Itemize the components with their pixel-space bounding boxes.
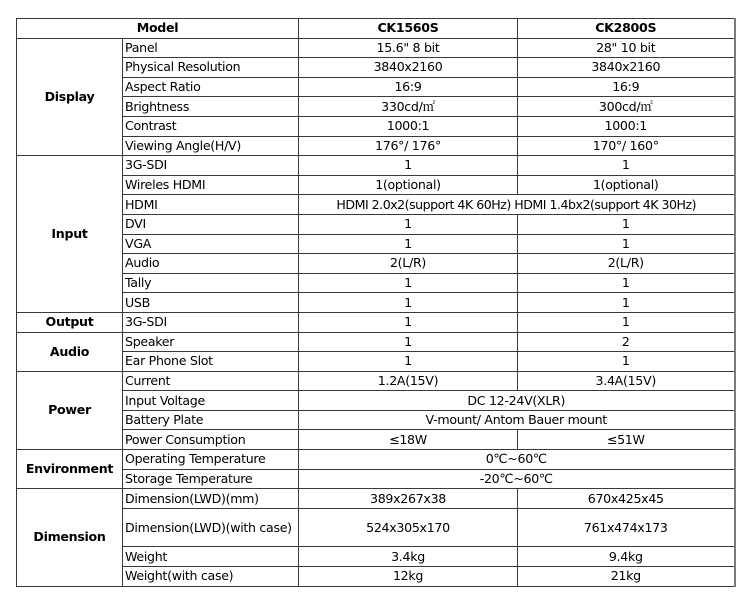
- spec-value: 330cd/㎡: [299, 97, 518, 117]
- spec-item: Dimension(LWD)(with case): [123, 508, 299, 547]
- category-dimension: Dimension: [17, 489, 123, 586]
- table-row: [17, 273, 735, 293]
- table-row: [17, 234, 735, 254]
- spec-value: 1: [518, 273, 735, 293]
- spec-value: 21kg: [518, 567, 735, 587]
- spec-value: 1: [518, 312, 735, 332]
- table-row: [17, 38, 735, 58]
- spec-value: 389x267x38: [299, 489, 518, 509]
- spec-value: 2(L/R): [518, 254, 735, 274]
- spec-item: Viewing Angle(H/V): [123, 136, 299, 156]
- spec-value: 170°/ 160°: [518, 136, 735, 156]
- spec-value: 1: [299, 273, 518, 293]
- spec-value: DC 12-24V(XLR): [299, 391, 735, 411]
- category-input: Input: [17, 156, 123, 313]
- table-row: [17, 97, 735, 117]
- spec-item: Power Consumption: [123, 430, 299, 450]
- table-row: [17, 567, 735, 587]
- table-row: [17, 214, 735, 234]
- spec-item: DVI: [123, 214, 299, 234]
- spec-value: 1: [518, 352, 735, 372]
- spec-value: 2(L/R): [299, 254, 518, 274]
- category-audio: Audio: [17, 332, 123, 371]
- spec-value: 1: [299, 214, 518, 234]
- table-row: [17, 469, 735, 489]
- spec-item: Audio: [123, 254, 299, 274]
- table-row: [17, 293, 735, 313]
- spec-item: 3G-SDI: [123, 312, 299, 332]
- table-row: [17, 77, 735, 97]
- table-row: [17, 410, 735, 430]
- spec-value: 1000:1: [518, 116, 735, 136]
- spec-value: V-mount/ Antom Bauer mount: [299, 410, 735, 430]
- table-row: [17, 371, 735, 391]
- spec-value: 300cd/㎡: [518, 97, 735, 117]
- spec-value: 1: [518, 156, 735, 176]
- category-output: Output: [17, 312, 123, 332]
- spec-value: 15.6" 8 bit: [299, 38, 518, 58]
- spec-value: 1: [518, 214, 735, 234]
- spec-item: Ear Phone Slot: [123, 352, 299, 372]
- spec-value: 524x305x170: [299, 508, 518, 547]
- spec-value: 1(optional): [299, 175, 518, 195]
- spec-item: Contrast: [123, 116, 299, 136]
- spec-item: Aspect Ratio: [123, 77, 299, 97]
- spec-item: Panel: [123, 38, 299, 58]
- spec-item: Physical Resolution: [123, 58, 299, 78]
- spec-item: VGA: [123, 234, 299, 254]
- spec-value: 1: [299, 156, 518, 176]
- spec-value-hdmi: [299, 195, 735, 215]
- table-row: [17, 547, 735, 567]
- spec-value: 176°/ 176°: [299, 136, 518, 156]
- spec-value: 1: [299, 234, 518, 254]
- spec-item: Tally: [123, 273, 299, 293]
- model-name: CK2800S: [518, 19, 735, 39]
- table-row: [17, 352, 735, 372]
- spec-item: Weight(with case): [123, 567, 299, 587]
- spec-value: 670x425x45: [518, 489, 735, 509]
- spec-item: Battery Plate: [123, 410, 299, 430]
- spec-value: 1: [299, 332, 518, 352]
- spec-table: [16, 18, 736, 587]
- table-row: [17, 450, 735, 470]
- spec-value: ≤51W: [518, 430, 735, 450]
- spec-value: 9.4kg: [518, 547, 735, 567]
- spec-value: 12kg: [299, 567, 518, 587]
- spec-item: Weight: [123, 547, 299, 567]
- spec-value: HDMI 1.4bx2(support 4K 30Hz): [514, 196, 697, 212]
- table-row: [17, 430, 735, 450]
- spec-item: 3G-SDI: [123, 156, 299, 176]
- category-display: Display: [17, 38, 123, 156]
- spec-value: 1000:1: [299, 116, 518, 136]
- spec-value: 3.4kg: [299, 547, 518, 567]
- table-row: [17, 312, 735, 332]
- spec-value: 1(optional): [518, 175, 735, 195]
- table-row: [17, 332, 735, 352]
- table-row: [17, 175, 735, 195]
- spec-value: 3840x2160: [518, 58, 735, 78]
- spec-value: HDMI 2.0x2(support 4K 60Hz): [336, 196, 511, 212]
- category-environment: Environment: [17, 450, 123, 489]
- spec-value: 1: [299, 312, 518, 332]
- table-row: [17, 116, 735, 136]
- spec-value: 16:9: [299, 77, 518, 97]
- header-row: [17, 19, 735, 39]
- table-row: [17, 508, 735, 547]
- spec-value: 28" 10 bit: [518, 38, 735, 58]
- spec-value: ≤18W: [299, 430, 518, 450]
- spec-value: 16:9: [518, 77, 735, 97]
- spec-item: Operating Temperature: [123, 450, 299, 470]
- spec-item: Dimension(LWD)(mm): [123, 489, 299, 509]
- model-header: Model: [17, 19, 299, 39]
- spec-item: Brightness: [123, 97, 299, 117]
- spec-item: Wireles HDMI: [123, 175, 299, 195]
- table-row: [17, 195, 735, 215]
- spec-value: 2: [518, 332, 735, 352]
- spec-item: Current: [123, 371, 299, 391]
- model-name: CK1560S: [299, 19, 518, 39]
- spec-value: 3840x2160: [299, 58, 518, 78]
- spec-value: 1.2A(15V): [299, 371, 518, 391]
- spec-value: 761x474x173: [518, 508, 735, 547]
- table-row: [17, 254, 735, 274]
- spec-value: 1: [518, 234, 735, 254]
- spec-item: Speaker: [123, 332, 299, 352]
- table-row: [17, 58, 735, 78]
- table-row: [17, 391, 735, 411]
- spec-item: USB: [123, 293, 299, 313]
- spec-item: HDMI: [123, 195, 299, 215]
- spec-value: 1: [299, 293, 518, 313]
- table-row: [17, 136, 735, 156]
- spec-item: Input Voltage: [123, 391, 299, 411]
- spec-item: Storage Temperature: [123, 469, 299, 489]
- category-power: Power: [17, 371, 123, 449]
- spec-value: -20℃~60℃: [299, 469, 735, 489]
- spec-value: 1: [299, 352, 518, 372]
- table-row: [17, 156, 735, 176]
- spec-value: 0℃~60℃: [299, 450, 735, 470]
- table-row: [17, 489, 735, 509]
- spec-value: 3.4A(15V): [518, 371, 735, 391]
- spec-value: 1: [518, 293, 735, 313]
